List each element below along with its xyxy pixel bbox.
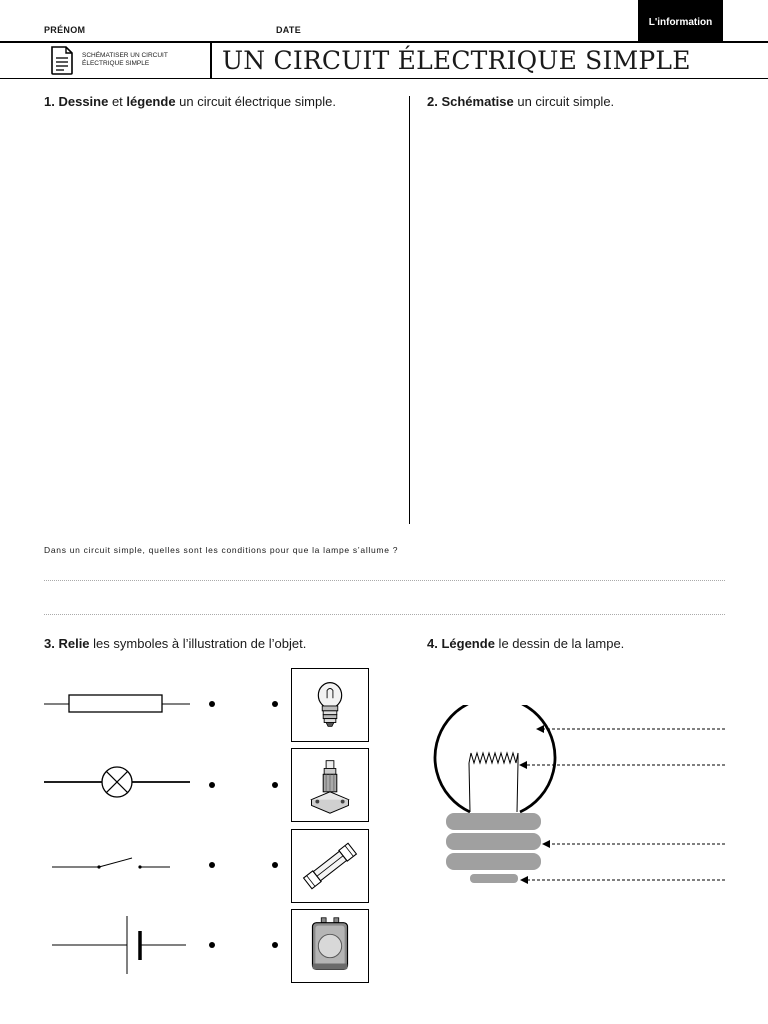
battery-symbol <box>52 914 188 974</box>
object-dot-2[interactable] <box>272 782 278 788</box>
document-icon <box>50 46 74 75</box>
screw-base-3 <box>446 853 541 870</box>
bulb-image <box>291 668 369 742</box>
title-separator <box>210 43 212 78</box>
header-rule-top <box>0 41 768 43</box>
lamp-diagram <box>425 705 730 890</box>
symbol-dot-2[interactable] <box>209 782 215 788</box>
page-title: UN CIRCUIT ÉLECTRIQUE SIMPLE <box>222 46 691 75</box>
screw-base-2 <box>446 833 541 850</box>
question-2: 2. Schématise un circuit simple. <box>427 94 615 109</box>
contact-base <box>470 874 518 883</box>
fuse-symbol <box>44 690 190 718</box>
answer-line-2[interactable] <box>44 614 725 615</box>
conditions-question: Dans un circuit simple, quelles sont les conditions pour que la lampe s’allume ? <box>44 545 399 555</box>
object-dot-4[interactable] <box>272 942 278 948</box>
symbol-dot-3[interactable] <box>209 862 215 868</box>
header-rule-bottom <box>0 78 768 79</box>
date-label: DATE <box>276 25 302 35</box>
lamp-holder-image <box>291 748 369 822</box>
question-4: 4. Légende le dessin de la lampe. <box>427 636 625 651</box>
lamp-symbol <box>44 765 190 799</box>
answer-line-1[interactable] <box>44 580 725 581</box>
subtitle: SCHÉMATISER UN CIRCUIT ÉLECTRIQUE SIMPLE <box>82 52 168 67</box>
symbol-dot-1[interactable] <box>209 701 215 707</box>
prenom-label: PRÉNOM <box>44 25 86 35</box>
screw-base-1 <box>446 813 541 830</box>
question-1: 1. Dessine et légende un circuit électrique simple. <box>44 94 336 109</box>
column-separator <box>409 96 410 524</box>
glass-envelope <box>435 705 555 812</box>
switch-symbol <box>52 852 174 876</box>
object-dot-3[interactable] <box>272 862 278 868</box>
question-3: 3. Relie les symboles à l’illustration de l’objet. <box>44 636 307 651</box>
object-dot-1[interactable] <box>272 701 278 707</box>
battery-image <box>291 909 369 983</box>
symbol-dot-4[interactable] <box>209 942 215 948</box>
fuse-image <box>291 829 369 903</box>
information-tag: L'information <box>638 0 723 42</box>
